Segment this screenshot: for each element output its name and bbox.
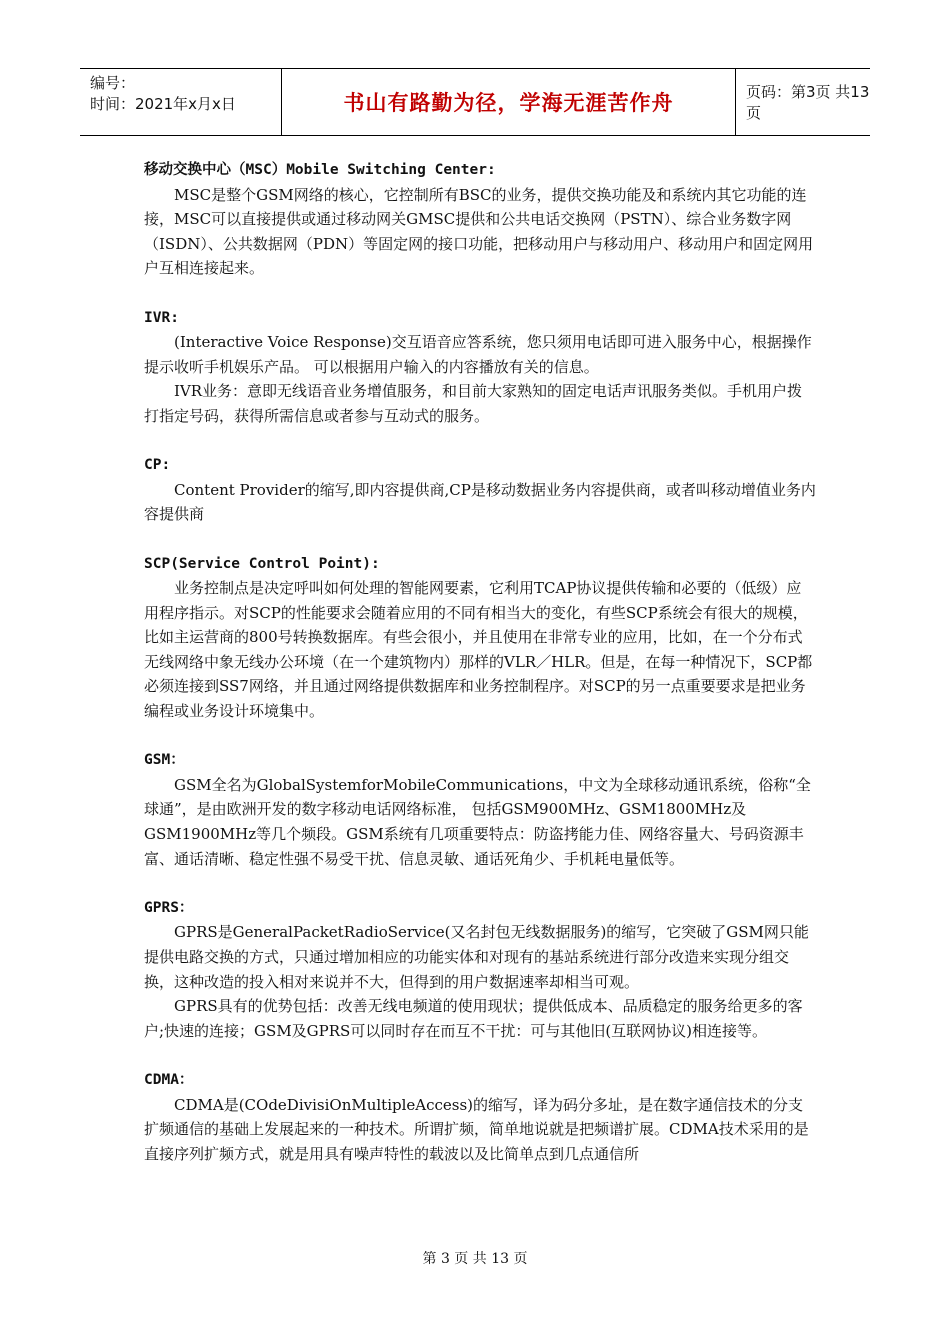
page-footer: [0, 1248, 950, 1268]
section-title: CP:: [144, 457, 171, 474]
section-paragraph: Content Provider的缩写,即内容提供商,CP是移动数据业务内容提供商，或者叫移动增值业务内容提供商: [144, 480, 816, 524]
glossary-section: [144, 158, 816, 281]
document-body: [144, 158, 816, 1191]
section-paragraph: GSM全名为GlobalSystemforMobileCommunications，中文为全球移动通讯系统，俗称“全球通”，是由欧洲开发的数字移动电话网络标准， 包括GSM900MHz、GSM1800MHz及GSM1900MHz等几个频段。GSM系统有几项重要特点：防盗拷能力佳、网络容量大、号码资源丰富、通话清晰、稳定性强不易受干扰、信息灵敏、通话死角少、手机耗电量低等。: [144, 775, 811, 868]
footer-page-number: 第 3 页 共 13 页: [422, 1251, 528, 1267]
header-meta: [80, 69, 282, 135]
glossary-section: [144, 306, 816, 429]
section-title: CDMA：: [144, 1071, 194, 1088]
glossary-section: [144, 1068, 816, 1166]
glossary-section: [144, 896, 816, 1044]
header-page-info-cell: [736, 69, 870, 135]
section-paragraph: GPRS是GeneralPacketRadioService(又名封包无线数据服务)的缩写，它突破了GSM网只能提供电路交换的方式，只通过增加相应的功能实体和对现有的基站系统进行部分改造来实现分组交换，这种改造的投入相对来说并不大，但得到的用户数据速率却相当可观。: [144, 923, 809, 991]
section-title: SCP(Service Control Point):: [144, 555, 380, 572]
glossary-section: [144, 748, 816, 871]
section-paragraph: GPRS具有的优势包括：改善无线电频道的使用现状；提供低成本、品质稳定的服务给更多的客户;快速的连接；GSM及GPRS可以同时存在而互不干扰：可与其他旧(互联网协议)相连接等。: [144, 997, 803, 1040]
page-header: [80, 68, 870, 136]
header-page-info: 页码：第3页 共13页: [746, 83, 870, 122]
header-motto-cell: [282, 69, 736, 135]
glossary-section: [144, 453, 816, 527]
section-title: IVR:: [144, 309, 179, 326]
glossary-section: [144, 552, 816, 724]
section-paragraph: IVR业务：意即无线语音业务增值服务，和目前大家熟知的固定电话声讯服务类似。手机用户拨打指定号码，获得所需信息或者参与互动式的服务。: [144, 382, 803, 425]
section-title: GPRS：: [144, 899, 194, 916]
section-paragraph: (Interactive Voice Response)交互语音应答系统，您只须用电话即可进入服务中心，根据操作提示收听手机娱乐产品。 可以根据用户输入的内容播放有关的信息。: [144, 333, 812, 376]
header-motto: 书山有路勤为径，学海无涯苦作舟: [343, 91, 674, 115]
section-title: GSM：: [144, 752, 185, 769]
document-date: 时间：2021年x月x日: [90, 95, 236, 113]
section-title: 移动交换中心（MSC）Mobile Switching Center:: [144, 162, 496, 178]
section-paragraph: CDMA是(COdeDivisiOnMultipleAccess)的缩写，译为码分多址，是在数字通信技术的分支扩频通信的基础上发展起来的一种技术。所谓扩频，简单地说就是把频谱扩展。CDMA技术采用的是直接序列扩频方式，就是用具有噪声特性的载波以及比简单点到几点通信所: [144, 1095, 809, 1163]
section-paragraph: 业务控制点是决定呼叫如何处理的智能网要素，它利用TCAP协议提供传输和必要的（低级）应用程序指示。对SCP的性能要求会随着应用的不同有相当大的变化，有些SCP系统会有很大的规模，比如主运营商的800号转换数据库。有些会很小，并且使用在非常专业的应用，比如，在一个分布式无线网络中象无线办公环境（在一个建筑物内）那样的VLR／HLR。但是，在每一种情况下，SCP都必须连接到SS7网络，并且通过网络提供数据库和业务控制程序。对SCP的另一点重要要求是把业务编程或业务设计环境集中。: [144, 579, 813, 721]
section-paragraph: MSC是整个GSM网络的核心，它控制所有BSC的业务，提供交换功能及和系统内其它功能的连接，MSC可以直接提供或通过移动网关GMSC提供和公共电话交换网（PSTN）、综合业务数字网（ISDN）、公共数据网（PDN）等固定网的接口功能，把移动用户与移动用户、移动用户和固定网用户互相连接起来。: [144, 185, 814, 278]
document-number-label: 编号：: [90, 74, 136, 92]
